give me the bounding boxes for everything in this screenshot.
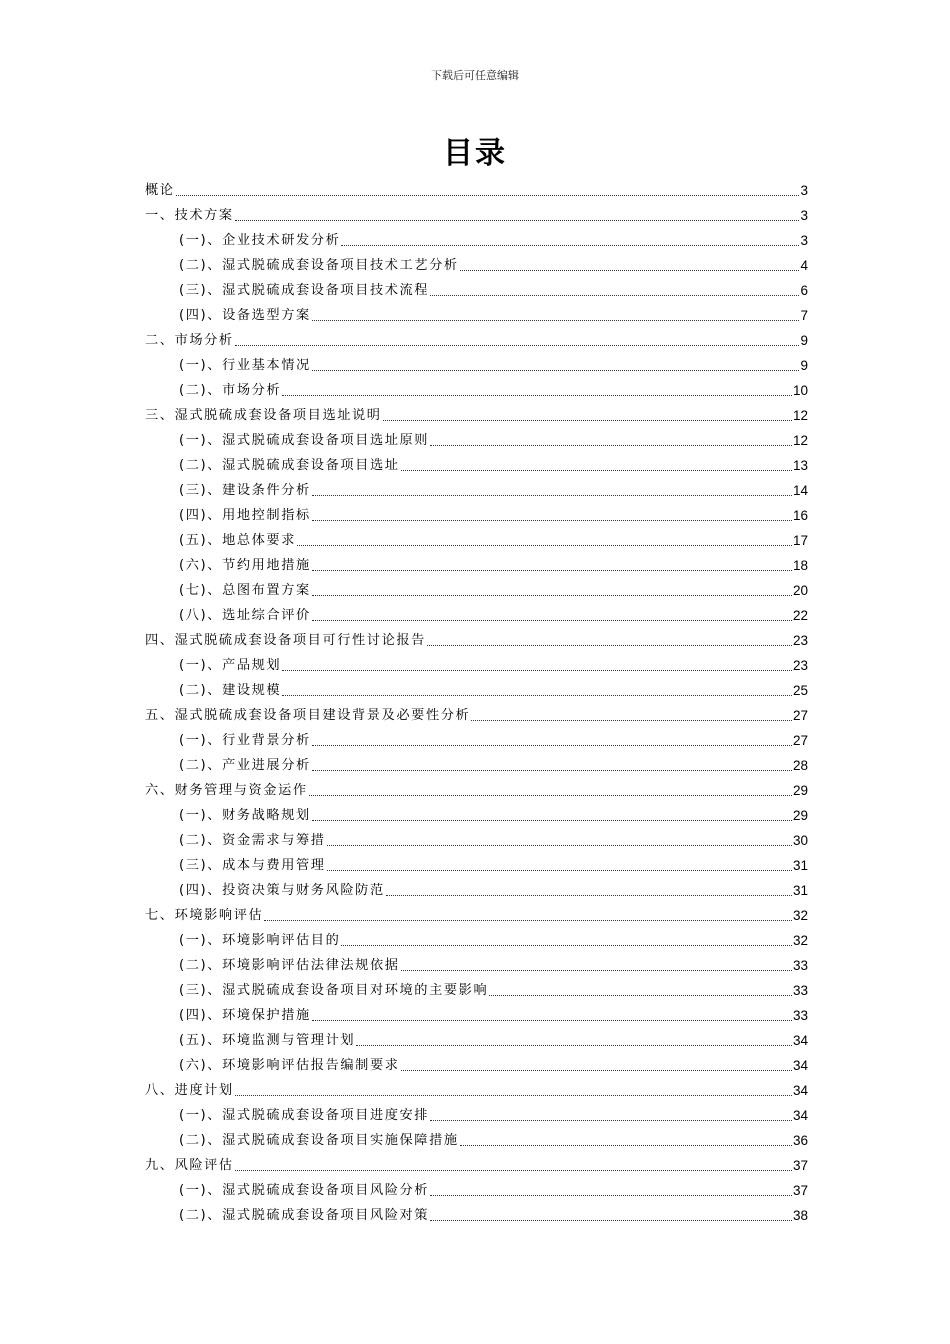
toc-dot-leader (430, 1195, 792, 1196)
toc-page-number: 20 (792, 583, 808, 598)
toc-entry-title: (六)、节约用地措施 (179, 558, 311, 573)
toc-subsection-entry[interactable] (145, 876, 808, 901)
toc-dot-leader (383, 420, 792, 421)
toc-page-number: 7 (800, 308, 808, 323)
toc-subsection-entry[interactable] (145, 576, 808, 601)
toc-entry-title: (二)、资金需求与筹措 (179, 833, 326, 848)
toc-dot-leader (312, 320, 800, 321)
toc-subsection-entry[interactable] (145, 376, 808, 401)
toc-entry-title: (三)、成本与费用管理 (179, 858, 326, 873)
toc-page-number: 17 (792, 533, 808, 548)
toc-entry-title: (六)、环境影响评估报告编制要求 (179, 1058, 400, 1073)
toc-dot-leader (282, 695, 792, 696)
toc-page-number: 27 (792, 733, 808, 748)
toc-subsection-entry[interactable] (145, 726, 808, 751)
page-title: 目录 (443, 136, 507, 171)
toc-dot-leader (401, 470, 792, 471)
toc-subsection-entry[interactable] (145, 1126, 808, 1151)
toc-dot-leader (312, 745, 792, 746)
toc-section-entry[interactable] (145, 626, 808, 651)
toc-entry-title: (三)、建设条件分析 (179, 483, 311, 498)
toc-section-entry[interactable] (145, 176, 808, 201)
toc-section-entry[interactable] (145, 401, 808, 426)
toc-entry-title: (一)、企业技术研发分析 (179, 233, 341, 248)
toc-section-entry[interactable] (145, 201, 808, 226)
toc-dot-leader (327, 870, 792, 871)
toc-page-number: 12 (792, 408, 808, 423)
toc-entry-title: (二)、市场分析 (179, 383, 282, 398)
toc-page-number: 29 (792, 808, 808, 823)
toc-dot-leader (430, 445, 792, 446)
toc-section-entry[interactable] (145, 901, 808, 926)
toc-subsection-entry[interactable] (145, 751, 808, 776)
toc-subsection-entry[interactable] (145, 601, 808, 626)
toc-subsection-entry[interactable] (145, 651, 808, 676)
toc-entry-title: (五)、环境监测与管理计划 (179, 1033, 356, 1048)
toc-page-number: 33 (792, 1008, 808, 1023)
header-note: 下载后可任意编辑 (431, 69, 519, 82)
toc-subsection-entry[interactable] (145, 951, 808, 976)
toc-entry-title: (三)、湿式脱硫成套设备项目对环境的主要影响 (179, 983, 489, 998)
toc-section-entry[interactable] (145, 776, 808, 801)
toc-page-number: 10 (792, 383, 808, 398)
toc-dot-leader (430, 1220, 792, 1221)
toc-dot-leader (282, 395, 792, 396)
toc-section-entry[interactable] (145, 1076, 808, 1101)
toc-page-number: 28 (792, 758, 808, 773)
toc-page-number: 37 (792, 1183, 808, 1198)
toc-entry-title: 三、湿式脱硫成套设备项目选址说明 (145, 408, 382, 423)
toc-subsection-entry[interactable] (145, 851, 808, 876)
toc-page-number: 12 (792, 433, 808, 448)
toc-subsection-entry[interactable] (145, 426, 808, 451)
toc-section-entry[interactable] (145, 326, 808, 351)
toc-page-number: 36 (792, 1133, 808, 1148)
toc-subsection-entry[interactable] (145, 1026, 808, 1051)
toc-dot-leader (312, 820, 792, 821)
toc-dot-leader (312, 1020, 792, 1021)
toc-dot-leader (235, 1095, 792, 1096)
toc-dot-leader (235, 345, 800, 346)
toc-subsection-entry[interactable] (145, 251, 808, 276)
toc-entry-title: 五、湿式脱硫成套设备项目建设背景及必要性分析 (145, 708, 471, 723)
toc-dot-leader (309, 795, 792, 796)
toc-entry-title: 四、湿式脱硫成套设备项目可行性讨论报告 (145, 633, 426, 648)
toc-dot-leader (430, 1120, 792, 1121)
toc-dot-leader (460, 270, 800, 271)
toc-page-number: 23 (792, 658, 808, 673)
toc-page-number: 34 (792, 1083, 808, 1098)
toc-dot-leader (312, 595, 792, 596)
toc-page-number: 29 (792, 783, 808, 798)
toc-entry-title: (五)、地总体要求 (179, 533, 297, 548)
toc-page-number: 9 (800, 358, 808, 373)
toc-page-number: 14 (792, 483, 808, 498)
toc-entry-title: (四)、投资决策与财务风险防范 (179, 883, 385, 898)
toc-subsection-entry[interactable] (145, 826, 808, 851)
toc-page-number: 34 (792, 1058, 808, 1073)
toc-entry-title: (二)、湿式脱硫成套设备项目风险对策 (179, 1208, 430, 1223)
toc-dot-leader (297, 545, 792, 546)
toc-entry-title: (三)、湿式脱硫成套设备项目技术流程 (179, 283, 430, 298)
toc-entry-title: (二)、产业进展分析 (179, 758, 311, 773)
toc-entry-title: (二)、建设规模 (179, 683, 282, 698)
toc-subsection-entry[interactable] (145, 976, 808, 1001)
toc-subsection-entry[interactable] (145, 301, 808, 326)
toc-dot-leader (401, 970, 792, 971)
toc-subsection-entry[interactable] (145, 451, 808, 476)
toc-entry-title: 七、环境影响评估 (145, 908, 264, 923)
toc-entry-title: (八)、选址综合评价 (179, 608, 311, 623)
toc-dot-leader (460, 1145, 792, 1146)
toc-entry-title: 一、技术方案 (145, 208, 234, 223)
toc-dot-leader (312, 770, 792, 771)
toc-page-number: 31 (792, 883, 808, 898)
toc-page-number: 23 (792, 633, 808, 648)
toc-entry-title: (一)、行业背景分析 (179, 733, 311, 748)
toc-page-number: 13 (792, 458, 808, 473)
toc-page-number: 4 (800, 258, 808, 273)
toc-page-number: 22 (792, 608, 808, 623)
toc-dot-leader (282, 670, 792, 671)
toc-subsection-entry[interactable] (145, 1101, 808, 1126)
toc-page-number: 6 (800, 283, 808, 298)
toc-page-number: 34 (792, 1108, 808, 1123)
toc-entry-title: (二)、湿式脱硫成套设备项目实施保障措施 (179, 1133, 459, 1148)
toc-dot-leader (312, 495, 792, 496)
toc-subsection-entry[interactable] (145, 501, 808, 526)
toc-dot-leader (312, 620, 792, 621)
toc-dot-leader (386, 895, 792, 896)
toc-entry-title: 九、风险评估 (145, 1158, 234, 1173)
toc-page-number: 32 (792, 933, 808, 948)
toc-entry-title: (一)、行业基本情况 (179, 358, 311, 373)
toc-page-number: 25 (792, 683, 808, 698)
toc-page-number: 33 (792, 983, 808, 998)
toc-entry-title: (七)、总图布置方案 (179, 583, 311, 598)
toc-dot-leader (176, 195, 800, 196)
toc-page-number: 33 (792, 958, 808, 973)
toc-page-number: 27 (792, 708, 808, 723)
toc-page-number: 37 (792, 1158, 808, 1173)
toc-subsection-entry[interactable] (145, 226, 808, 251)
toc-dot-leader (327, 845, 792, 846)
toc-dot-leader (401, 1070, 792, 1071)
toc-subsection-entry[interactable] (145, 476, 808, 501)
toc-entry-title: (四)、用地控制指标 (179, 508, 311, 523)
toc-subsection-entry[interactable] (145, 1001, 808, 1026)
toc-dot-leader (312, 370, 800, 371)
toc-entry-title: 八、进度计划 (145, 1083, 234, 1098)
toc-dot-leader (341, 245, 799, 246)
toc-section-entry[interactable] (145, 701, 808, 726)
toc-entry-title: (一)、财务战略规划 (179, 808, 311, 823)
toc-page-number: 30 (792, 833, 808, 848)
toc-dot-leader (471, 720, 792, 721)
toc-subsection-entry[interactable] (145, 551, 808, 576)
toc-subsection-entry[interactable] (145, 526, 808, 551)
toc-section-entry[interactable] (145, 1151, 808, 1176)
toc-entry-title: (四)、环境保护措施 (179, 1008, 311, 1023)
toc-page-number: 16 (792, 508, 808, 523)
toc-entry-title: (一)、湿式脱硫成套设备项目进度安排 (179, 1108, 430, 1123)
toc-entry-title: (二)、湿式脱硫成套设备项目技术工艺分析 (179, 258, 459, 273)
toc-dot-leader (430, 295, 799, 296)
toc-dot-leader (489, 995, 792, 996)
toc-page-number: 18 (792, 558, 808, 573)
toc-page-number: 9 (800, 333, 808, 348)
toc-page-number: 3 (800, 233, 808, 248)
toc-dot-leader (264, 920, 792, 921)
toc-entry-title: 六、财务管理与资金运作 (145, 783, 308, 798)
toc-page-number: 31 (792, 858, 808, 873)
toc-dot-leader (312, 570, 792, 571)
toc-dot-leader (312, 520, 792, 521)
toc-entry-title: (二)、湿式脱硫成套设备项目选址 (179, 458, 400, 473)
toc-subsection-entry[interactable] (145, 676, 808, 701)
table-of-contents (145, 176, 808, 1226)
toc-page-number: 3 (800, 183, 808, 198)
toc-entry-title: (四)、设备选型方案 (179, 308, 311, 323)
toc-subsection-entry[interactable] (145, 926, 808, 951)
toc-subsection-entry[interactable] (145, 276, 808, 301)
toc-dot-leader (341, 945, 792, 946)
toc-entry-title: 二、市场分析 (145, 333, 234, 348)
toc-dot-leader (356, 1045, 792, 1046)
toc-entry-title: (二)、环境影响评估法律法规依据 (179, 958, 400, 973)
toc-subsection-entry[interactable] (145, 1051, 808, 1076)
toc-subsection-entry[interactable] (145, 1201, 808, 1226)
toc-page-number: 32 (792, 908, 808, 923)
toc-page-number: 34 (792, 1033, 808, 1048)
toc-dot-leader (235, 1170, 792, 1171)
toc-entry-title: (一)、湿式脱硫成套设备项目风险分析 (179, 1183, 430, 1198)
toc-subsection-entry[interactable] (145, 1176, 808, 1201)
toc-entry-title: 概论 (145, 183, 175, 198)
toc-page-number: 38 (792, 1208, 808, 1223)
toc-entry-title: (一)、产品规划 (179, 658, 282, 673)
toc-dot-leader (235, 220, 800, 221)
toc-subsection-entry[interactable] (145, 801, 808, 826)
toc-subsection-entry[interactable] (145, 351, 808, 376)
toc-entry-title: (一)、环境影响评估目的 (179, 933, 341, 948)
toc-dot-leader (427, 645, 792, 646)
toc-page-number: 3 (800, 208, 808, 223)
toc-entry-title: (一)、湿式脱硫成套设备项目选址原则 (179, 433, 430, 448)
